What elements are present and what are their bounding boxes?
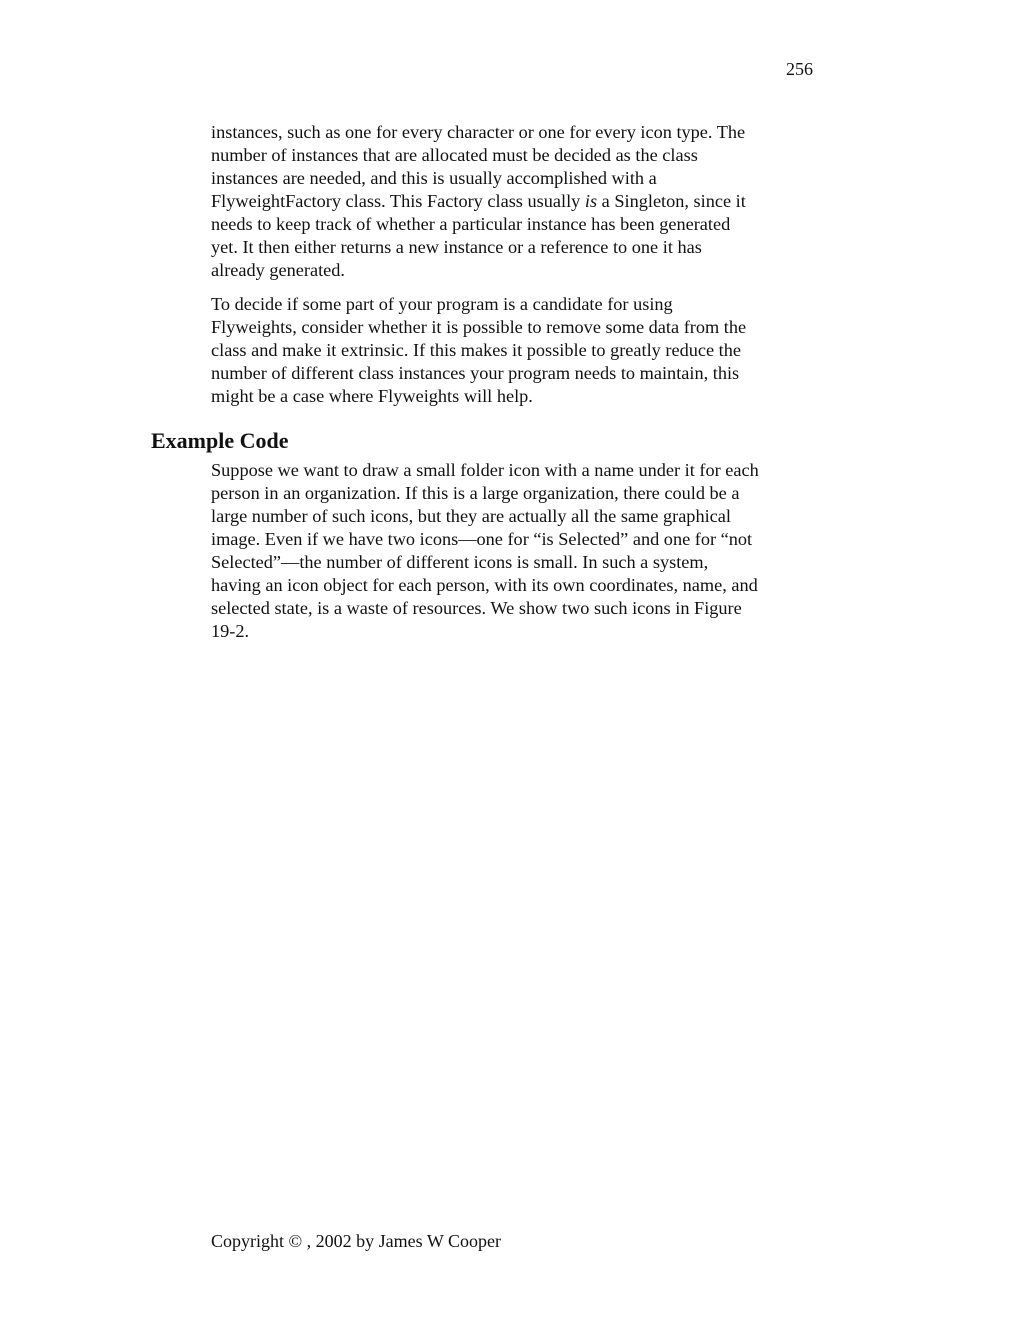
text-line: number of instances that are allocated must be decided as the class bbox=[211, 145, 698, 165]
text-line: having an icon object for each person, with its own coordinates, name, and bbox=[211, 575, 758, 595]
text-line: Selected”—the number of different icons is small. In such a system, bbox=[211, 552, 709, 572]
text-line: To decide if some part of your program is a candidate for using bbox=[211, 294, 673, 314]
text-line: already generated. bbox=[211, 260, 345, 280]
emphasis-text: is bbox=[584, 191, 598, 211]
text-line: person in an organization. If this is a large organization, there could be a bbox=[211, 483, 740, 503]
paragraph-flyweight-candidate bbox=[211, 293, 817, 408]
text-line: number of different class instances your program needs to maintain, this bbox=[211, 363, 740, 383]
text-line: 19-2. bbox=[211, 621, 250, 641]
text-run: a Singleton, since it bbox=[597, 191, 746, 211]
text-line: large number of such icons, but they are actually all the same graphical bbox=[211, 506, 731, 526]
copyright-footer: Copyright © , 2002 by James W Cooper bbox=[211, 1231, 501, 1251]
text-line: yet. It then either returns a new instance or a reference to one it has bbox=[211, 237, 702, 257]
page-number: 256 bbox=[786, 59, 813, 79]
text-line: Flyweights, consider whether it is possible to remove some data from the bbox=[211, 317, 747, 337]
text-line: image. Even if we have two icons—one for “is Selected” and one for “not bbox=[211, 529, 753, 549]
text-line: Suppose we want to draw a small folder icon with a name under it for each bbox=[211, 460, 759, 480]
text-line: instances are needed, and this is usually accomplished with a bbox=[211, 168, 657, 188]
text-line: needs to keep track of whether a particular instance has been generated bbox=[211, 214, 731, 234]
paragraph-flyweight-instances bbox=[211, 121, 817, 282]
text-line: instances, such as one for every character or one for every icon type. The bbox=[211, 122, 746, 142]
text-line: class and make it extrinsic. If this makes it possible to greatly reduce the bbox=[211, 340, 742, 360]
section-heading: Example Code bbox=[151, 428, 289, 453]
paragraph-example-code bbox=[211, 459, 817, 643]
text-line bbox=[211, 190, 817, 213]
text-line: selected state, is a waste of resources. We show two such icons in Figure bbox=[211, 598, 742, 618]
text-run: FlyweightFactory class. This Factory class usually bbox=[211, 191, 585, 211]
text-line: might be a case where Flyweights will help. bbox=[211, 386, 533, 406]
